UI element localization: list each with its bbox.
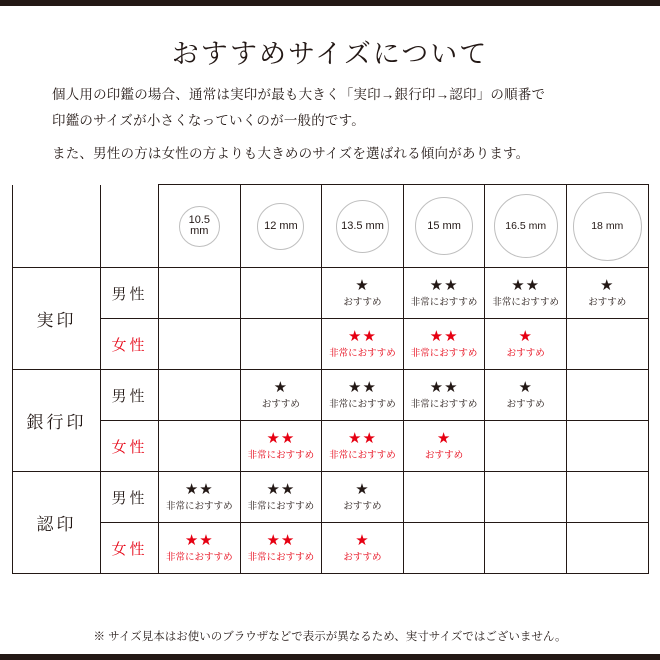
size-circle-10-5: 10.5 mm [179,206,220,247]
stars: ★ [355,481,370,499]
table-row [13,370,649,421]
note: 非常におすすめ [492,296,559,308]
cell-mitomein-male-13-5 [322,472,404,523]
note: おすすめ [506,398,545,410]
note: おすすめ [343,296,382,308]
cell-ginkoin-male-18 [566,370,648,421]
cell-mitomein-female-16-5 [485,523,567,574]
cell-jitsuin-male-18 [566,268,648,319]
stars: ★★ [348,430,377,448]
stars: ★★ [348,379,377,397]
footnote: ※ サイズ見本はお使いのブラウザなどで表示が異なるため、実寸サイズではございません。 [93,631,567,643]
category-mitomein: 認印 [13,472,101,574]
intro-line-3: また、男性の方は女性の方よりも大きめのサイズを選ばれる傾向があります。 [52,145,530,161]
cell-jitsuin-female-13-5 [322,319,404,370]
page-title: おすすめサイズについて [171,39,489,70]
stars: ★★ [266,481,296,499]
gender-male-ginkoin: 男性 [101,370,159,421]
stars: ★★ [429,328,459,346]
cell-ginkoin-female-16-5 [485,421,567,472]
stars: ★ [518,328,533,346]
gender-female-mitomein: 女性 [101,523,159,574]
note: おすすめ [588,296,627,308]
cell-jitsuin-female-18 [566,319,648,370]
stars: ★ [355,532,370,550]
cell-ginkoin-female-10-5 [159,421,241,472]
cell-jitsuin-female-12 [240,319,322,370]
recommended-size-table [12,184,649,574]
cell-jitsuin-female-16-5 [485,319,567,370]
cell-mitomein-male-10-5 [159,472,241,523]
table-header-row [13,185,649,268]
cell-ginkoin-male-13-5 [322,370,404,421]
cell-jitsuin-male-12 [240,268,322,319]
intro-line-1: 個人用の印鑑の場合、通常は実印が最も大きく「実印→銀行印→認印」の順番で [52,87,546,102]
cell-jitsuin-male-13-5 [322,268,404,319]
note: 非常におすすめ [247,500,315,512]
cell-ginkoin-female-12 [240,421,322,472]
note: おすすめ [506,347,545,359]
cell-jitsuin-male-15 [403,268,485,319]
size-circle-12: 12 mm [257,203,304,250]
size-header-18 [566,185,648,268]
stars: ★★ [429,277,459,295]
cell-jitsuin-male-10-5 [159,268,241,319]
note: 非常におすすめ [410,347,478,359]
cell-ginkoin-female-13-5 [322,421,404,472]
stars: ★ [273,379,289,397]
stars: ★★ [184,481,214,499]
gender-male-jitsuin: 男性 [101,268,159,319]
cell-mitomein-male-18 [566,472,648,523]
note: 非常におすすめ [165,551,233,563]
note: 非常におすすめ [165,500,233,512]
cell-ginkoin-female-15 [403,421,485,472]
stars: ★★ [348,328,377,346]
header-corner-gender [101,185,159,268]
size-header-12 [240,185,322,268]
cell-mitomein-male-16-5 [485,472,567,523]
cell-ginkoin-male-10-5 [159,370,241,421]
stars: ★★ [266,430,296,448]
size-header-16-5 [485,185,567,268]
cell-jitsuin-male-16-5 [485,268,567,319]
stars: ★ [518,379,533,397]
cell-mitomein-male-12 [240,472,322,523]
size-circle-16-5: 16.5 mm [494,194,558,258]
cell-mitomein-female-18 [566,523,648,574]
stars: ★★ [511,277,541,295]
stars: ★ [436,430,452,448]
note: 非常におすすめ [329,347,396,359]
bottom-rule [0,654,660,660]
table-row [13,523,649,574]
category-jitsuin: 実印 [13,268,101,370]
cell-mitomein-female-10-5 [159,523,241,574]
note: 非常におすすめ [329,398,396,410]
size-header-10-5 [159,185,241,268]
note: 非常におすすめ [410,398,478,410]
note: おすすめ [261,398,300,410]
stars: ★★ [184,532,214,550]
stars: ★ [355,277,370,295]
intro-text [52,82,622,167]
gender-female-jitsuin: 女性 [101,319,159,370]
category-ginkoin: 銀行印 [13,370,101,472]
gender-male-mitomein: 男性 [101,472,159,523]
table-row [13,421,649,472]
cell-jitsuin-female-10-5 [159,319,241,370]
note: 非常におすすめ [410,296,478,308]
gender-female-ginkoin: 女性 [101,421,159,472]
cell-mitomein-female-12 [240,523,322,574]
size-circle-18: 18 mm [573,192,642,261]
cell-mitomein-male-15 [403,472,485,523]
cell-ginkoin-male-12 [240,370,322,421]
table-row [13,268,649,319]
table-row [13,319,649,370]
note: おすすめ [425,449,464,461]
header-corner-category [13,185,101,268]
cell-mitomein-female-15 [403,523,485,574]
size-circle-13-5: 13.5 mm [336,200,389,253]
cell-ginkoin-female-18 [566,421,648,472]
cell-mitomein-female-13-5 [322,523,404,574]
note: 非常におすすめ [247,551,315,563]
stars: ★★ [266,532,296,550]
cell-jitsuin-female-15 [403,319,485,370]
note: 非常におすすめ [247,449,315,461]
top-rule [0,0,660,6]
cell-ginkoin-male-15 [403,370,485,421]
stars: ★★ [429,379,459,397]
size-header-13-5 [322,185,404,268]
note: 非常におすすめ [329,449,396,461]
size-circle-15: 15 mm [415,197,473,255]
intro-line-2: 印鑑のサイズが小さくなっていくのが一般的です。 [52,113,365,129]
table-row [13,472,649,523]
note: おすすめ [343,500,382,512]
size-header-15 [403,185,485,268]
cell-ginkoin-male-16-5 [485,370,567,421]
note: おすすめ [343,551,382,563]
stars: ★ [600,277,615,295]
